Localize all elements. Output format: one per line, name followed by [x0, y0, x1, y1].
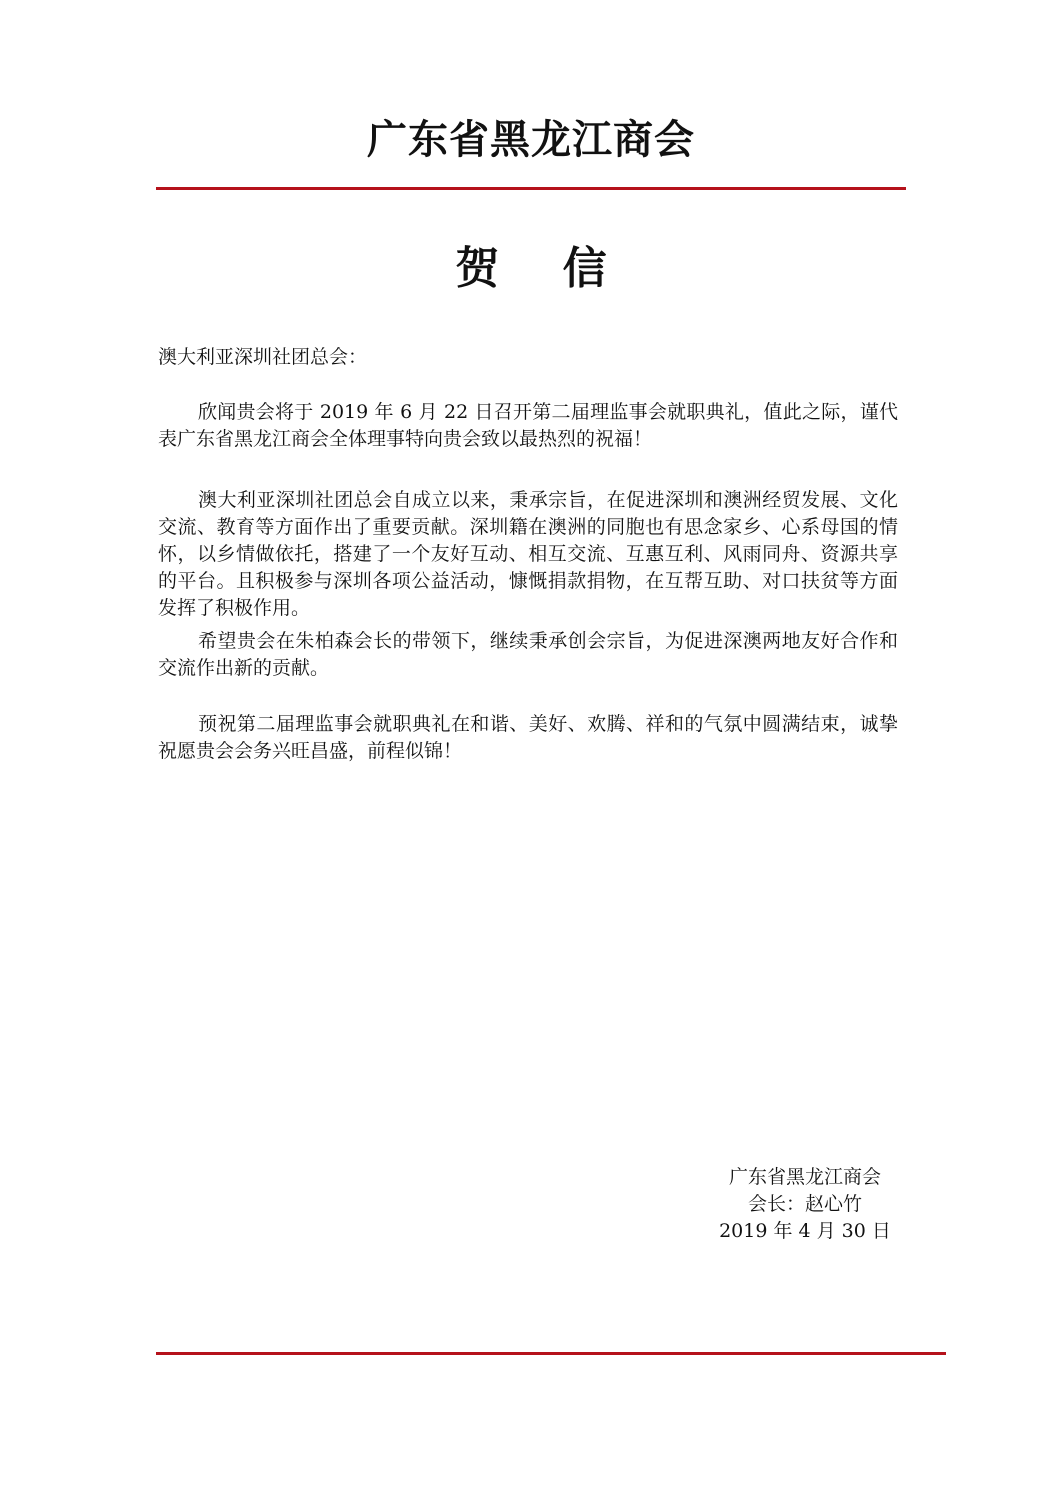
body-paragraph-2: 澳大利亚深圳社团总会自成立以来，秉承宗旨，在促进深圳和澳洲经贸发展、文化交流、教育等方面作出了重要贡献。深圳籍在澳洲的同胞也有思念家乡、心系母国的情怀，以乡情做依托，搭建了一个友好互动、相互交流、互惠互利、风雨同舟、资源共享的平台。且积极参与深圳各项公益活动，慷慨捐款捐物，在互帮互助、对口扶贫等方面发挥了积极作用。	[158, 489, 898, 619]
salutation: 澳大利亚深圳社团总会：	[158, 346, 368, 368]
signature-block	[700, 1164, 910, 1245]
signature-date: 2019 年 4 月 30 日	[719, 1220, 891, 1242]
letterhead-organization: 广东省黑龙江商会	[367, 117, 695, 163]
signature-signer: 会长：赵心竹	[747, 1193, 862, 1215]
body-paragraph-1: 欣闻贵会将于 2019 年 6 月 22 日召开第二届理监事会就职典礼，值此之际，谨代表广东省黑龙江商会全体理事特向贵会致以最热烈的祝福！	[158, 401, 898, 450]
body-paragraph-3: 希望贵会在朱柏森会长的带领下，继续秉承创会宗旨，为促进深澳两地友好合作和交流作出新的贡献。	[158, 630, 898, 679]
document-title: 贺 信	[455, 243, 631, 294]
body-paragraph-4: 预祝第二届理监事会就职典礼在和谐、美好、欢腾、祥和的气氛中圆满结束，诚挚祝愿贵会会务兴旺昌盛，前程似锦！	[158, 713, 898, 762]
letterhead-top-rule	[156, 187, 906, 190]
signature-organization: 广东省黑龙江商会	[728, 1166, 881, 1188]
footer-rule	[156, 1352, 946, 1355]
